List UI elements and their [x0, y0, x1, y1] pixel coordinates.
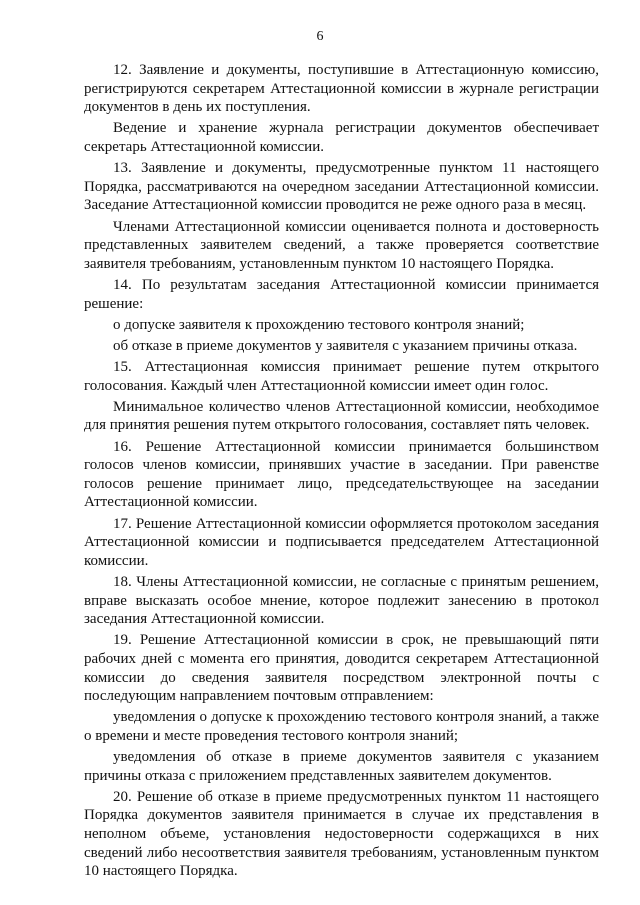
list-item-notice-admission: уведомления о допуске к прохождению тестового контроля знаний, а также о времени и месте проведения тестового контроля знаний; [84, 709, 599, 744]
paragraph-13: 13. Заявление и документы, предусмотренные пунктом 11 настоящего Порядка, рассматриваются на очередном заседании Аттестационной комиссии. Заседание Аттестационной комиссии проводится не реже одного раза в месяц. [84, 160, 599, 214]
paragraph-17: 17. Решение Аттестационной комиссии оформляется протоколом заседания Аттестационной комиссии и подписывается председателем Аттестационной комиссии. [84, 515, 599, 569]
paragraph-14: 14. По результатам заседания Аттестационной комиссии принимается решение: [84, 276, 599, 312]
paragraph-15: 15. Аттестационная комиссия принимает решение путем открытого голосования. Каждый член Аттестационной комиссии имеет один голос. [84, 359, 599, 394]
paragraph-16: 16. Решение Аттестационной комиссии принимается большинством голосов членов комиссии, принявших участие в заседании. При равенстве голосов решение принимает лицо, председательствующее на заседании Аттестационной комиссии. [84, 438, 599, 511]
page-number: 6 [316, 29, 324, 44]
paragraph-journal: Ведение и хранение журнала регистрации документов обеспечивает секретарь Аттестационной комиссии. [84, 120, 599, 155]
list-item-admission: о допуске заявителя к прохождению тестового контроля знаний; [113, 316, 525, 333]
paragraph-12: 12. Заявление и документы, поступившие в Аттестационную комиссию, регистрируются секретарем Аттестационной комиссии в журнале регистрации документов в день их поступления. [84, 62, 599, 116]
document-body [84, 61, 599, 881]
list-item-notice-refusal: уведомления об отказе в приеме документов заявителя с указанием причины отказа с приложением представленных заявителем документов. [84, 749, 599, 784]
list-item-refusal: об отказе в приеме документов у заявителя с указанием причины отказа. [113, 337, 578, 354]
paragraph-quorum: Минимальное количество членов Аттестационной комиссии, необходимое для принятия решения путем открытого голосования, составляет пять человек. [84, 398, 599, 434]
paragraph-20: 20. Решение об отказе в приеме предусмотренных пунктом 11 настоящего Порядка документов заявителя принимается в случае их представления в неполном объеме, установления недостоверности содержащихся в них сведений либо несоответствия заявителя требованиям, установленным пунктом 10 настоящего Порядка. [84, 788, 599, 880]
paragraph-18: 18. Члены Аттестационной комиссии, не согласные с принятым решением, вправе высказать особое мнение, которое подлежит занесению в протокол заседания Аттестационной комиссии. [84, 573, 599, 628]
paragraph-19: 19. Решение Аттестационной комиссии в срок, не превышающий пяти рабочих дней с момента его принятия, доводится секретарем Аттестационной комиссии до сведения заявителя посредством электронной почты с последующим направлением почтовым отправлением: [84, 632, 599, 705]
paragraph-assessment: Членами Аттестационной комиссии оценивается полнота и достоверность представленных заявителем сведений, а также проверяется соответствие заявителя требованиям, установленным пунктом 10 настоящего Порядка. [84, 218, 599, 272]
